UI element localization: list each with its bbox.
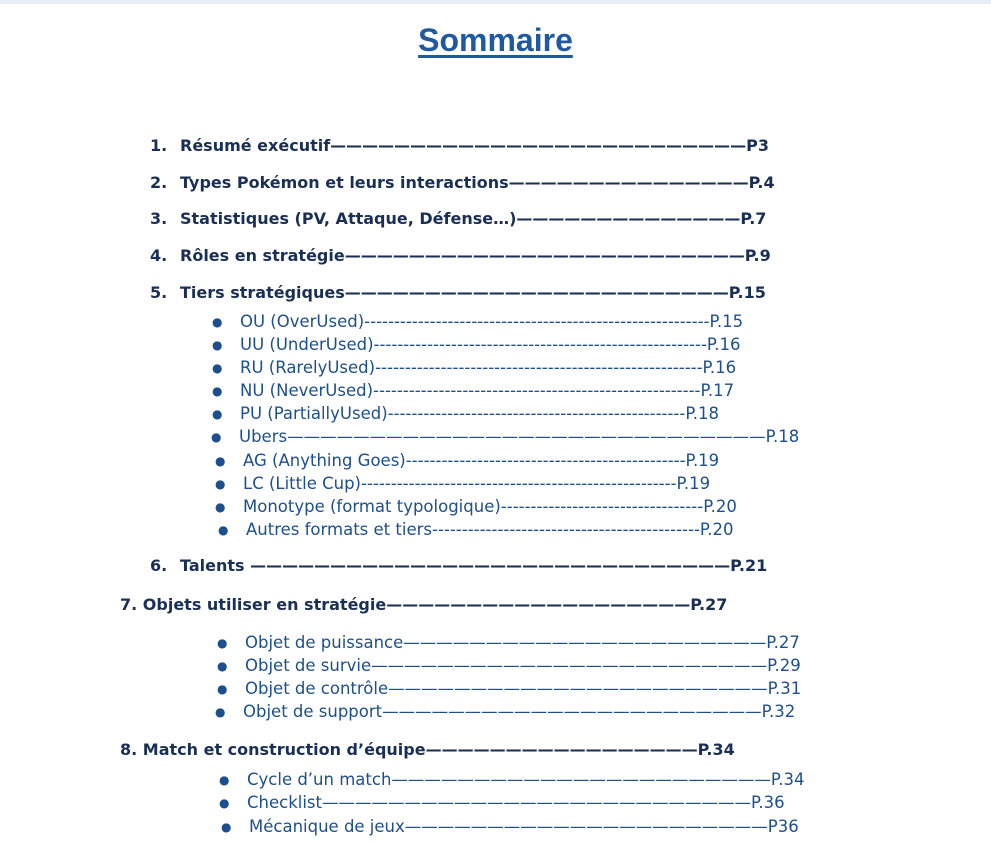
toc-entry-number: 6. [150, 556, 168, 575]
page-title: Sommaire [418, 22, 573, 58]
toc-entry-number: 4. [150, 246, 168, 265]
bullet-icon: ● [215, 705, 226, 719]
toc-subentry-text: Objet de support———————————————————————P.32 [243, 702, 796, 721]
bullet-icon: ● [219, 796, 230, 810]
toc-entry-text: 7. Objets utiliser en stratégie———————————————————P.27 [120, 595, 728, 614]
toc-entry-number: 1. [150, 136, 168, 155]
toc-subentry-text: LC (Little Cup)-----------------------------------------------------P.19 [243, 474, 711, 493]
toc-subentry-text: Objet de puissance——————————————————————P.27 [245, 633, 800, 652]
bullet-icon: ● [212, 407, 223, 421]
bullet-icon: ● [212, 315, 223, 329]
toc-entry-number: 2. [150, 173, 168, 192]
toc-subentry-text: Objet de survie————————————————————————P.29 [245, 656, 801, 675]
toc-entry-text: Types Pokémon et leurs interactions———————————————P.4 [180, 173, 775, 192]
bullet-icon: ● [219, 773, 230, 787]
bullet-icon: ● [217, 659, 228, 673]
toc-subentry-text: Objet de contrôle———————————————————————P.31 [245, 679, 802, 698]
toc-subentry-text: AG (Anything Goes)-----------------------------------------------P.19 [243, 451, 720, 470]
toc-subentry-text: Cycle d’un match———————————————————————P.34 [247, 770, 805, 789]
toc-subentry-text: Autres formats et tiers---------------------------------------------P.20 [246, 520, 734, 539]
toc-subentry-text: PU (PartiallyUsed)--------------------------------------------------P.18 [240, 404, 719, 423]
toc-subentry-text: RU (RarelyUsed)-------------------------------------------------------P.16 [240, 358, 737, 377]
toc-entry-text: 8. Match et construction d’équipe—————————————————P.34 [120, 740, 735, 759]
bullet-icon: ● [212, 384, 223, 398]
toc-subentry-text: UU (UnderUsed)--------------------------------------------------------P.16 [240, 335, 741, 354]
toc-subentry-text: Checklist——————————————————————————P.36 [247, 793, 785, 812]
bullet-icon: ● [212, 338, 223, 352]
toc-entry[interactable] [120, 740, 735, 759]
toc-entry-text: Résumé exécutif——————————————————————————P3 [180, 136, 770, 155]
toc-entry-number: 5. [150, 283, 168, 302]
toc-subentry-text: OU (OverUsed)----------------------------------------------------------P.15 [240, 312, 744, 331]
toc-subentry-text: Monotype (format typologique)----------------------------------P.20 [243, 497, 737, 516]
toc-entry-text: Rôles en stratégie—————————————————————————P.9 [180, 246, 771, 265]
bullet-icon: ● [215, 477, 226, 491]
bullet-icon: ● [221, 820, 232, 834]
bullet-icon: ● [215, 454, 226, 468]
bullet-icon: ● [218, 523, 229, 537]
toc-entry[interactable] [120, 595, 727, 614]
toc-subentry-text: NU (NeverUsed)-------------------------------------------------------P.17 [240, 381, 735, 400]
top-border [0, 0, 991, 4]
bullet-icon: ● [217, 636, 228, 650]
bullet-icon: ● [215, 500, 226, 514]
bullet-icon: ● [211, 430, 222, 444]
bullet-icon: ● [217, 682, 228, 696]
bullet-icon: ● [212, 361, 223, 375]
toc-entry-text: Statistiques (PV, Attaque, Défense…)——————————————P.7 [180, 209, 767, 228]
toc-entry-text: Tiers stratégiques————————————————————————P.15 [180, 283, 766, 302]
toc-entry-number: 3. [150, 209, 168, 228]
toc-subentry-text: Ubers—————————————————————————————P.18 [239, 427, 800, 446]
toc-subentry-text: Mécanique de jeux——————————————————————P36 [249, 817, 799, 836]
toc-entry-text: Talents ——————————————————————————————P.21 [180, 556, 768, 575]
